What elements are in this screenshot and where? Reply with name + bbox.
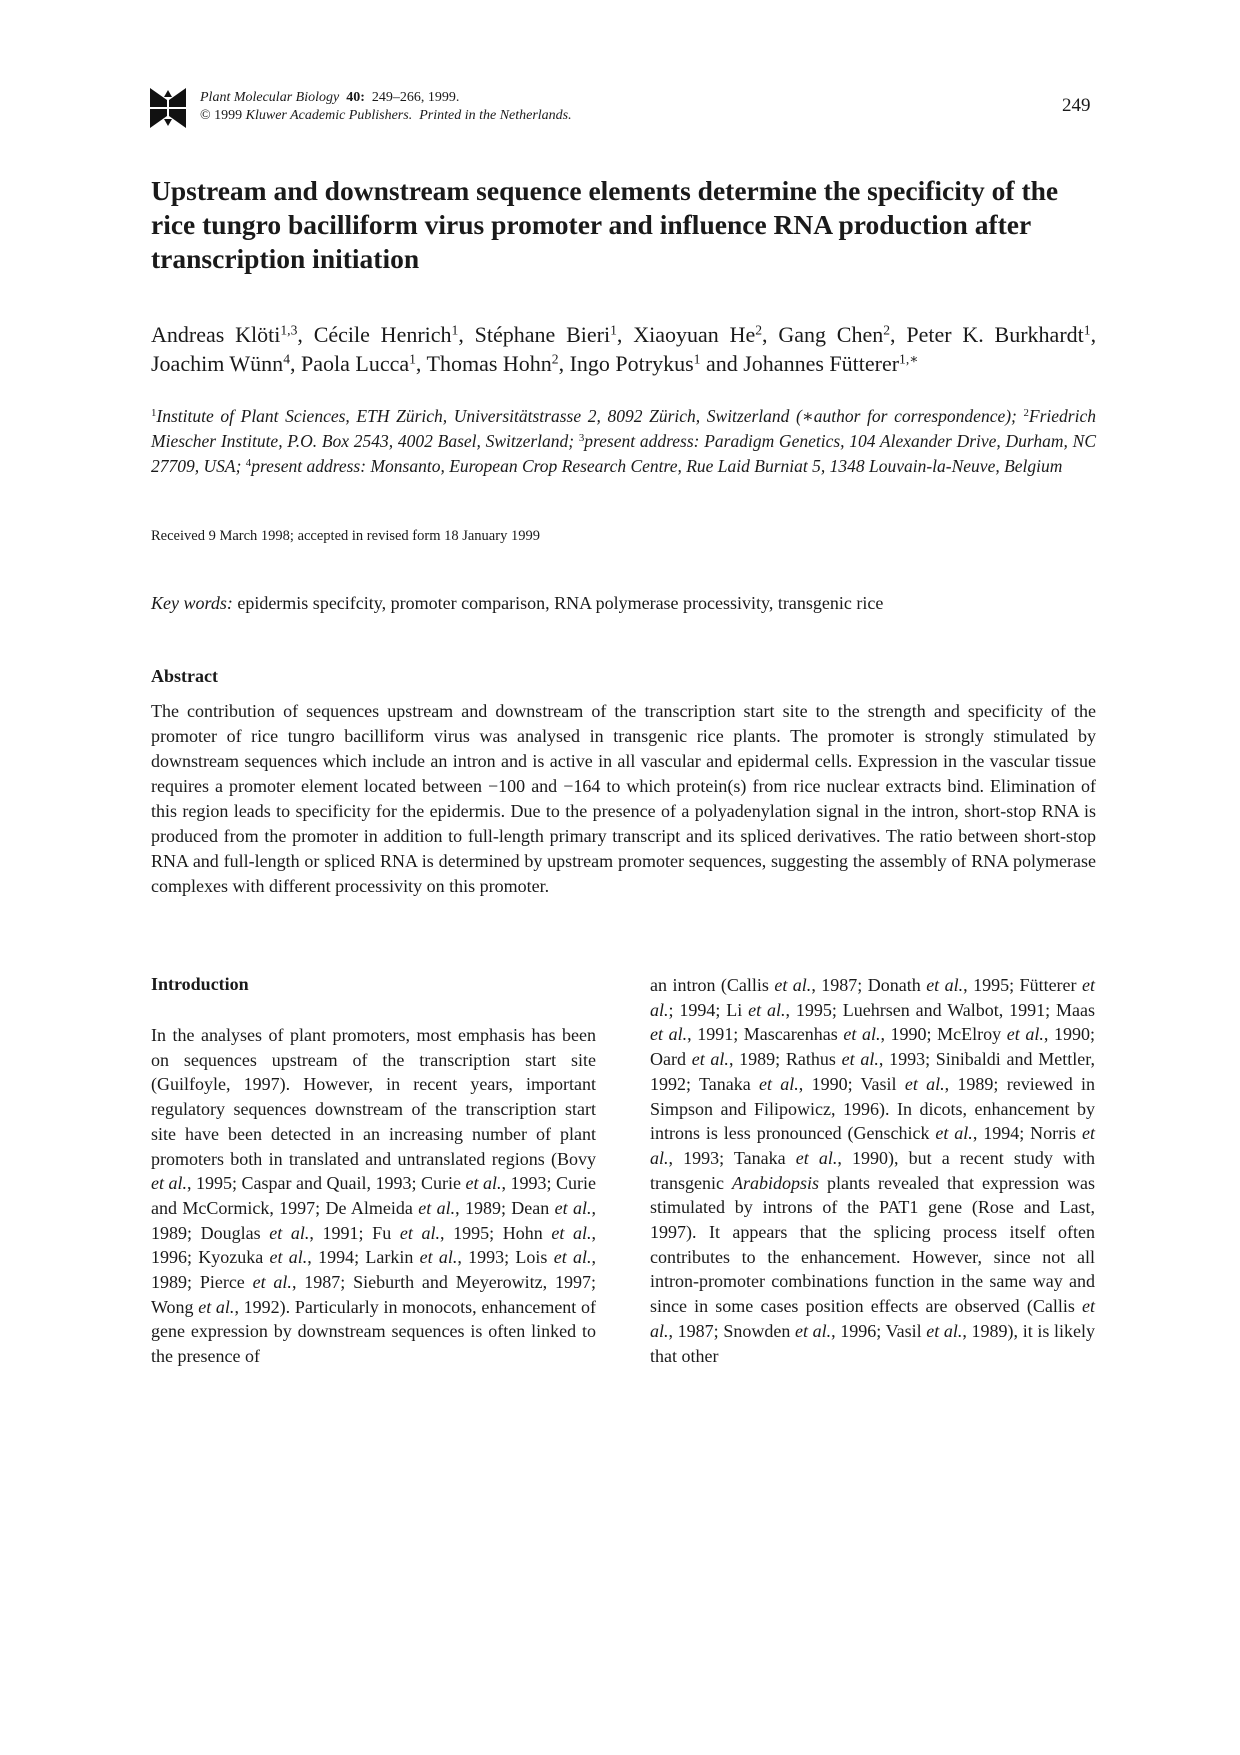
text-run: , 1991; Mascarenhas bbox=[687, 1024, 844, 1045]
affiliation-number: 1 bbox=[151, 407, 157, 420]
abstract-heading: Abstract bbox=[151, 666, 218, 686]
author-separator: , bbox=[290, 351, 301, 376]
italic-run: et al. bbox=[554, 1197, 592, 1218]
text-run: , 1991; Fu bbox=[309, 1222, 400, 1243]
italic-run: et al. bbox=[795, 1147, 838, 1168]
italic-run: et al. bbox=[650, 1123, 1095, 1168]
author-superscript: 2 bbox=[551, 351, 559, 367]
italic-run: et al. bbox=[551, 1222, 592, 1243]
journal-name: Plant Molecular Biology bbox=[200, 90, 340, 105]
author-separator: , bbox=[558, 351, 570, 376]
author-superscript: 4 bbox=[283, 351, 290, 367]
author-separator: and bbox=[700, 351, 744, 376]
author-name: Gang Chen bbox=[778, 322, 884, 347]
text-run: , 1996; Kyozuka bbox=[151, 1222, 597, 1268]
printed-in: Printed in the Netherlands. bbox=[419, 108, 572, 123]
publisher-name: Kluwer Academic Publishers. bbox=[245, 108, 413, 123]
italic-run: et al. bbox=[650, 1296, 1095, 1341]
text-run: , 1993; Lois bbox=[457, 1247, 554, 1268]
author-separator: , bbox=[1090, 322, 1097, 347]
italic-run: et al. bbox=[553, 1247, 592, 1268]
text-run: , 1990), but a recent study with transgenic bbox=[650, 1147, 1095, 1193]
journal-pages-year: 249–266, 1999. bbox=[371, 90, 460, 105]
text-run: , 1994; Norris bbox=[972, 1123, 1082, 1144]
italic-run: et al. bbox=[841, 1049, 879, 1070]
affiliation-number: 2 bbox=[1023, 407, 1029, 420]
text-run: , 1993; Tanaka bbox=[668, 1147, 796, 1168]
author-superscript: 1 bbox=[409, 351, 416, 367]
italic-run: et al. bbox=[269, 1247, 308, 1268]
text-run: , 1989; Dean bbox=[455, 1197, 555, 1218]
italic-run: et al. bbox=[650, 975, 1095, 1020]
italic-run: et al. bbox=[794, 1320, 832, 1341]
journal-volume: 40: bbox=[346, 90, 365, 105]
publisher-logo bbox=[148, 86, 188, 130]
text-run: , 1990; Oard bbox=[650, 1024, 1095, 1070]
author-name: Xiaoyuan He bbox=[633, 322, 756, 347]
italic-run: et al. bbox=[926, 1320, 963, 1341]
author-name: Stéphane Bieri bbox=[474, 322, 611, 347]
text-run: , 1995; Hohn bbox=[439, 1222, 552, 1243]
italic-run: et al. bbox=[418, 1197, 456, 1218]
text-run: an intron (Callis bbox=[650, 975, 775, 995]
text-run: , 1990; Vasil bbox=[798, 1073, 905, 1094]
author-separator: , bbox=[890, 322, 907, 347]
introduction-heading: Introduction bbox=[151, 974, 249, 994]
italic-run: et al. bbox=[650, 1024, 688, 1045]
text-run: In the analyses of plant promoters, most emphasis has been on sequences upstream of the transcription start site (Guilfoyle, 1997). However, in recent years, important regulatory sequences downstream of the transcription start site have been detected in an increasing number of plant promoters both in translated and untranslated regions (Bovy bbox=[151, 1025, 596, 1169]
affiliation-text: present address: Monsanto, European Crop Research Centre, Rue Laid Burniat 5, 1348 Louvain-la-Neuve, Belgium bbox=[251, 456, 1063, 476]
author-superscript: 2 bbox=[755, 322, 763, 338]
author-name: Thomas Hohn bbox=[426, 351, 552, 376]
author-name: Andreas Klöti bbox=[151, 322, 281, 347]
copyright-symbol: © bbox=[200, 108, 211, 123]
text-run: , 1989), it is likely that other bbox=[650, 1320, 1095, 1366]
author-name: Johannes Fütterer bbox=[743, 351, 900, 376]
text-run: , 1996; Vasil bbox=[831, 1320, 927, 1341]
author-name: Peter K. Burkhardt bbox=[906, 322, 1084, 347]
author-superscript: 1 bbox=[610, 322, 617, 338]
author-superscript: 1 bbox=[451, 322, 459, 338]
text-run: , 1990; McElroy bbox=[880, 1024, 1007, 1045]
italic-run: et al. bbox=[758, 1073, 799, 1094]
italic-run: et al. bbox=[935, 1123, 973, 1144]
author-name: Paola Lucca bbox=[301, 351, 410, 376]
copyright-year: 1999 bbox=[214, 108, 243, 123]
italic-run: et al. bbox=[1006, 1024, 1044, 1045]
italic-run: et al. bbox=[269, 1222, 310, 1243]
italic-run: et al. bbox=[843, 1024, 881, 1045]
italic-run: Arabidopsis bbox=[731, 1172, 819, 1193]
italic-run: et al. bbox=[419, 1247, 458, 1268]
text-run: , 1995; Luehrsen and Walbot, 1991; Maas bbox=[785, 999, 1096, 1020]
author-separator: , bbox=[762, 322, 779, 347]
author-superscript: 1 bbox=[1083, 322, 1091, 338]
author-separator: , bbox=[415, 351, 427, 376]
italic-run: et al. bbox=[198, 1296, 235, 1317]
author-name: Ingo Potrykus bbox=[569, 351, 694, 376]
text-run: , 1989; Douglas bbox=[151, 1197, 597, 1243]
author-name: Cécile Henrich bbox=[313, 322, 452, 347]
text-run: , 1992). Particularly in monocots, enhancement of gene expression by downstream sequences is often linked to the presence of bbox=[151, 1296, 596, 1367]
text-run: , 1987; Snowden bbox=[668, 1320, 795, 1341]
italic-run: et al. bbox=[774, 975, 812, 995]
text-run: , 1995; Caspar and Quail, 1993; Curie bbox=[187, 1173, 466, 1194]
keywords-label: Key words: bbox=[151, 593, 233, 613]
journal-info bbox=[200, 89, 572, 125]
text-run: , 1989; reviewed in Simpson and Filipowicz, 1996). In dicots, enhancement by introns is less pronounced (Genschick bbox=[650, 1073, 1095, 1144]
author-superscript: 2 bbox=[883, 322, 891, 338]
text-run: , 1987; Sieburth and Meyerowitz, 1997; Wong bbox=[151, 1272, 596, 1317]
italic-run: et al. bbox=[465, 1173, 502, 1194]
affiliation-number: 4 bbox=[245, 457, 252, 470]
italic-run: et al. bbox=[151, 1173, 187, 1194]
affiliations bbox=[151, 404, 1096, 479]
copyright-line bbox=[200, 107, 572, 125]
introduction-column-left bbox=[151, 1023, 596, 1369]
introduction-column-right bbox=[650, 973, 1095, 1368]
author-superscript: 1 bbox=[693, 351, 701, 367]
text-run: , 1987; Donath bbox=[811, 975, 927, 995]
italic-run: et al. bbox=[691, 1049, 729, 1070]
affiliation-text: present address: Paradigm Genetics, 104 Alexander Drive, Durham, NC 27709, USA; bbox=[151, 431, 1096, 476]
author-list bbox=[151, 320, 1096, 378]
italic-run: et al. bbox=[399, 1222, 440, 1243]
text-run: , 1993; Curie and McCormick, 1997; De Almeida bbox=[151, 1173, 596, 1218]
journal-citation-line bbox=[200, 89, 572, 107]
italic-run: et al. bbox=[748, 999, 786, 1020]
keywords bbox=[151, 593, 883, 614]
received-date: Received 9 March 1998; accepted in revised form 18 January 1999 bbox=[151, 528, 540, 544]
affiliation-text: Institute of Plant Sciences, ETH Zürich, Universitätstrasse 2, 8092 Zürich, Switzerland (∗author for correspondence); bbox=[156, 406, 1024, 426]
text-run: ; 1994; Li bbox=[668, 999, 749, 1020]
text-run: , 1989; Pierce bbox=[151, 1247, 596, 1293]
author-separator: , bbox=[616, 322, 634, 347]
keywords-text: epidermis specifcity, promoter comparison, RNA polymerase processivity, transgenic rice bbox=[237, 593, 884, 613]
author-superscript: 1,∗ bbox=[899, 351, 919, 367]
text-run: , 1995; Fütterer bbox=[963, 975, 1082, 995]
author-separator: , bbox=[297, 322, 314, 347]
affiliation-number: 3 bbox=[578, 432, 585, 445]
author-separator: , bbox=[458, 322, 475, 347]
paper-title: Upstream and downstream sequence elements determine the specificity of the rice tungro bacilliform virus promoter and influence RNA production after transcription initiation bbox=[151, 175, 1059, 274]
text-run: , 1989; Rathus bbox=[728, 1049, 842, 1070]
author-name: Joachim Wünn bbox=[151, 351, 284, 376]
affiliation-text: Friedrich Miescher Institute, P.O. Box 2543, 4002 Basel, Switzerland; bbox=[151, 406, 1096, 451]
page-number: 249 bbox=[1062, 95, 1091, 116]
text-run: , 1994; Larkin bbox=[307, 1247, 420, 1268]
abstract-text: The contribution of sequences upstream and downstream of the transcription start site to the strength and specificity of the promoter of rice tungro bacilliform virus was analysed in transgenic rice plants. The promoter is strongly stimulated by downstream sequences which include an intron and is active in all vascular and epidermal cells. Expression in the vascular tissue requires a promoter element located between −100 and −164 to which protein(s) from rice nuclear extracts bind. Elimination of this region leads to specificity for the epidermis. Due to the presence of a polyadenylation signal in the intron, short-stop RNA is produced from the promoter in addition to full-length primary transcript and its spliced derivatives. The ratio between short-stop RNA and full-length or spliced RNA is determined by upstream promoter sequences, suggesting the assembly of RNA polymerase complexes with different processivity on this promoter. bbox=[151, 701, 1096, 896]
text-run: plants revealed that expression was stimulated by introns of the PAT1 gene (Rose and Last, 1997). It appears that the splicing process itself often contributes to the enhancement. However, since not all intron-promoter combinations function in the same way and since in some cases position effects are observed (Callis bbox=[650, 1172, 1095, 1317]
italic-run: et al. bbox=[926, 975, 964, 995]
italic-run: et al. bbox=[252, 1272, 292, 1293]
author-superscript: 1,3 bbox=[280, 322, 298, 338]
italic-run: et al. bbox=[904, 1073, 945, 1094]
text-run: , 1993; Sinibaldi and Mettler, 1992; Tanaka bbox=[650, 1049, 1095, 1094]
